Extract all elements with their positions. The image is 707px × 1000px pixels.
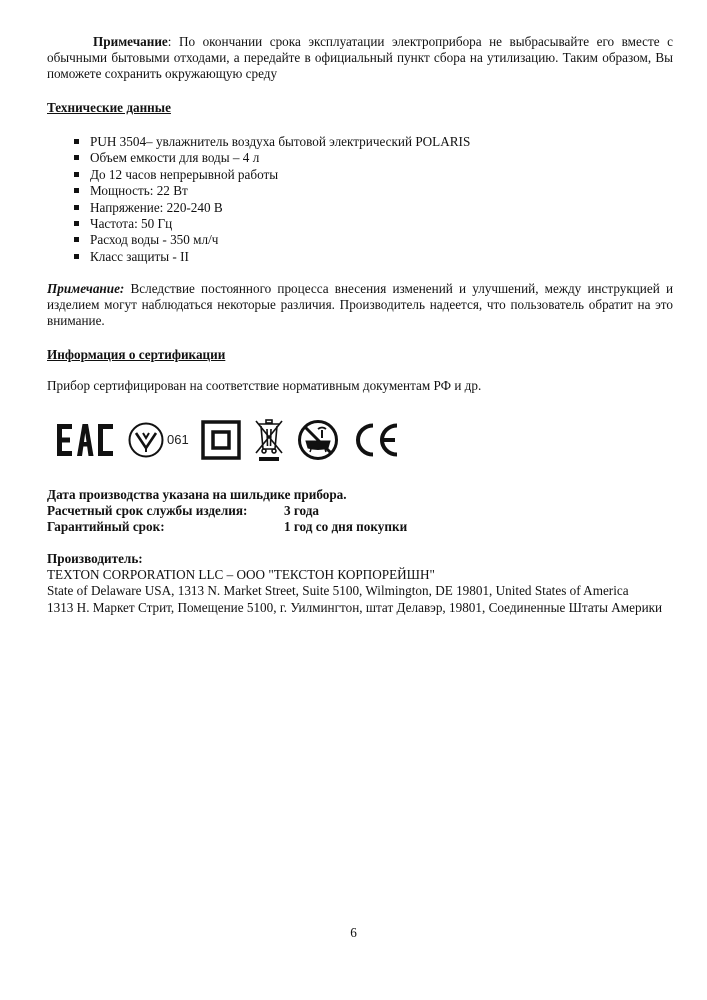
warranty-row xyxy=(47,519,407,535)
manufacturer-label: Производитель: xyxy=(47,551,143,566)
manufacturer-address-en: State of Delaware USA, 1313 N. Market Street, Suite 5100, Wilmington, DE 19801, United States of America xyxy=(47,583,629,599)
page-number: 6 xyxy=(350,925,357,940)
production-date-note: Дата производства указана на шильдике прибора. xyxy=(47,487,347,502)
ukrainian-conformity-logo xyxy=(127,421,165,459)
manufacturer-name: TEXTON CORPORATION LLC – ООО "ТЕКСТОН КОРПОРЕЙШН" xyxy=(47,567,435,583)
tech-item: Класс защиты - II xyxy=(74,249,470,265)
changes-note-label: Примечание: xyxy=(47,281,125,296)
eac-logo xyxy=(57,420,115,460)
double-insulation-icon xyxy=(201,420,241,460)
cert-marks xyxy=(57,415,401,465)
warranty-value: 1 год со дня покупки xyxy=(284,519,408,534)
cert-heading: Информация о сертификации xyxy=(47,347,226,362)
cert-text: Прибор сертифицирован на соответствие нормативным документам РФ и др. xyxy=(47,378,482,393)
tech-item: Объем емкости для воды – 4 л xyxy=(74,150,470,166)
weee-bin-icon xyxy=(253,417,285,463)
ce-logo xyxy=(351,421,401,459)
warranty-label: Гарантийный срок: xyxy=(47,519,165,534)
tech-item: До 12 часов непрерывной работы xyxy=(74,167,470,183)
tech-item: PUH 3504– увлажнитель воздуха бытовой электрический POLARIS xyxy=(74,134,470,150)
service-life-label: Расчетный срок службы изделия: xyxy=(47,503,248,518)
disposal-note xyxy=(47,34,673,83)
tech-item: Частота: 50 Гц xyxy=(74,216,470,232)
tech-item: Напряжение: 220-240 В xyxy=(74,200,470,216)
no-bathroom-icon xyxy=(297,419,339,461)
manufacturer-address-ru: 1313 Н. Маркет Стрит, Помещение 5100, г. Уилмингтон, штат Делавэр, 19801, Соединенные Штаты Америки xyxy=(47,599,663,615)
tech-heading: Технические данные xyxy=(47,100,171,115)
ukrainian-conformity-mark xyxy=(127,421,189,459)
service-life-row xyxy=(47,503,319,519)
service-life-value: 3 года xyxy=(284,503,320,518)
tech-item: Мощность: 22 Вт xyxy=(74,183,470,199)
changes-note-text: Вследствие постоянного процесса внесения изменений и улучшений, между инструкцией и изделием могут наблюдаться некоторые различия. Производитель надеется, что пользователь обратит на это внимание. xyxy=(47,281,673,329)
disposal-note-label: Примечание xyxy=(93,34,168,49)
tech-list xyxy=(74,134,470,265)
disposal-note-text: : По окончании срока эксплуатации электроприбора не выбрасывайте его вместе с обычными бытовыми отходами, а передайте в официальный пункт сбора на утилизацию. Таким образом, Вы поможете сохранить окружающую среду xyxy=(47,34,673,82)
manufacturer-block xyxy=(47,551,673,616)
changes-note xyxy=(47,281,673,330)
ua-mark-code: 061 xyxy=(167,431,189,447)
tech-item: Расход воды - 350 мл/ч xyxy=(74,232,470,248)
